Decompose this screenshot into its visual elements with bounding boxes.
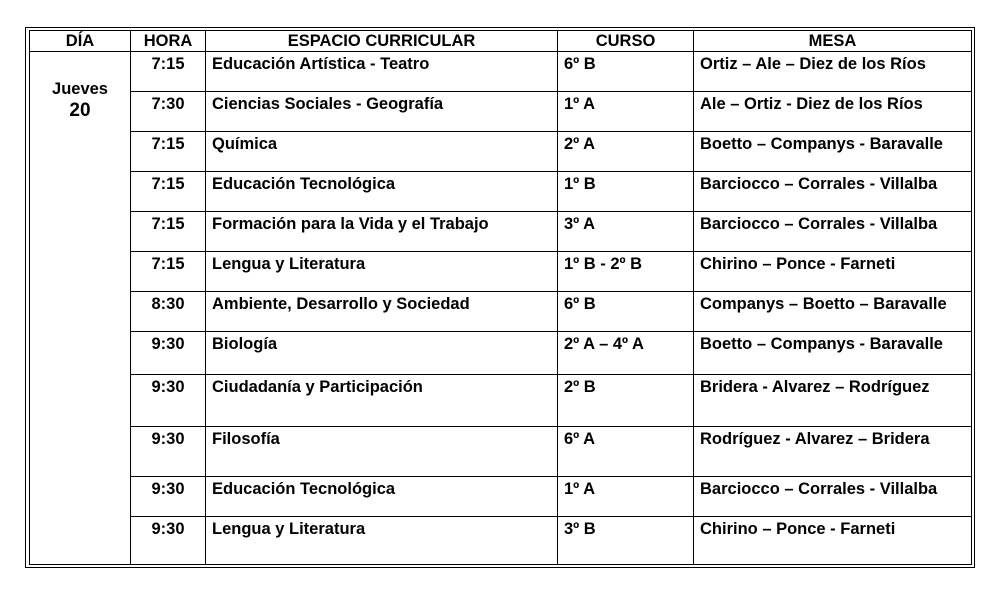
- table-row: [30, 252, 972, 292]
- table-row: [30, 52, 972, 92]
- hora-cell: 8:30: [131, 292, 206, 332]
- espacio-cell: Filosofía: [206, 427, 558, 477]
- day-name: Jueves: [52, 80, 108, 98]
- curso-cell: 6º B: [558, 52, 694, 92]
- curso-cell: 6º A: [558, 427, 694, 477]
- espacio-cell: Ciencias Sociales - Geografía: [206, 92, 558, 132]
- curso-cell: 2º B: [558, 375, 694, 427]
- day-number: 20: [69, 100, 91, 121]
- hora-cell: 9:30: [131, 517, 206, 565]
- mesa-cell: Rodríguez - Alvarez – Bridera: [694, 427, 972, 477]
- table-row: [30, 375, 972, 427]
- hora-cell: 7:15: [131, 172, 206, 212]
- table-row: [30, 212, 972, 252]
- hora-cell: 7:15: [131, 132, 206, 172]
- mesa-cell: Barciocco – Corrales - Villalba: [694, 212, 972, 252]
- curso-cell: 1º B: [558, 172, 694, 212]
- schedule-body: [30, 52, 972, 565]
- curso-cell: 3º B: [558, 517, 694, 565]
- espacio-cell: Lengua y Literatura: [206, 517, 558, 565]
- header-espacio-curricular: ESPACIO CURRICULAR: [206, 31, 558, 52]
- mesa-cell: Chirino – Ponce - Farneti: [694, 252, 972, 292]
- curso-cell: 1º B - 2º B: [558, 252, 694, 292]
- espacio-cell: Formación para la Vida y el Trabajo: [206, 212, 558, 252]
- mesa-cell: Chirino – Ponce - Farneti: [694, 517, 972, 565]
- table-row: [30, 292, 972, 332]
- header-mesa: MESA: [694, 31, 972, 52]
- curso-cell: 1º A: [558, 477, 694, 517]
- hora-cell: 9:30: [131, 375, 206, 427]
- curso-cell: 1º A: [558, 92, 694, 132]
- header-row: [30, 31, 972, 52]
- hora-cell: 9:30: [131, 477, 206, 517]
- hora-cell: 7:15: [131, 212, 206, 252]
- hora-cell: 9:30: [131, 427, 206, 477]
- hora-cell: 7:30: [131, 92, 206, 132]
- hora-cell: 7:15: [131, 252, 206, 292]
- curso-cell: 2º A: [558, 132, 694, 172]
- espacio-cell: Ciudadanía y Participación: [206, 375, 558, 427]
- curso-cell: 6º B: [558, 292, 694, 332]
- table-row: [30, 92, 972, 132]
- hora-cell: 9:30: [131, 332, 206, 375]
- espacio-cell: Educación Tecnológica: [206, 477, 558, 517]
- espacio-cell: Lengua y Literatura: [206, 252, 558, 292]
- mesa-cell: Boetto – Companys - Baravalle: [694, 132, 972, 172]
- curso-cell: 2º A – 4º A: [558, 332, 694, 375]
- header-hora: HORA: [131, 31, 206, 52]
- espacio-cell: Educación Artística - Teatro: [206, 52, 558, 92]
- day-cell: [30, 52, 131, 565]
- espacio-cell: Biología: [206, 332, 558, 375]
- table-row: [30, 172, 972, 212]
- espacio-cell: Química: [206, 132, 558, 172]
- table-row: [30, 477, 972, 517]
- curso-cell: 3º A: [558, 212, 694, 252]
- espacio-cell: Educación Tecnológica: [206, 172, 558, 212]
- mesa-cell: Ortiz – Ale – Diez de los Ríos: [694, 52, 972, 92]
- mesa-cell: Ale – Ortiz - Diez de los Ríos: [694, 92, 972, 132]
- hora-cell: 7:15: [131, 52, 206, 92]
- mesa-cell: Companys – Boetto – Baravalle: [694, 292, 972, 332]
- mesa-cell: Barciocco – Corrales - Villalba: [694, 477, 972, 517]
- table-row: [30, 517, 972, 565]
- header-dia: DÍA: [30, 31, 131, 52]
- espacio-cell: Ambiente, Desarrollo y Sociedad: [206, 292, 558, 332]
- mesa-cell: Bridera - Alvarez – Rodríguez: [694, 375, 972, 427]
- table-row: [30, 427, 972, 477]
- table-row: [30, 332, 972, 375]
- mesa-cell: Boetto – Companys - Baravalle: [694, 332, 972, 375]
- header-curso: CURSO: [558, 31, 694, 52]
- mesa-cell: Barciocco – Corrales - Villalba: [694, 172, 972, 212]
- schedule-table: [29, 30, 972, 565]
- table-row: [30, 132, 972, 172]
